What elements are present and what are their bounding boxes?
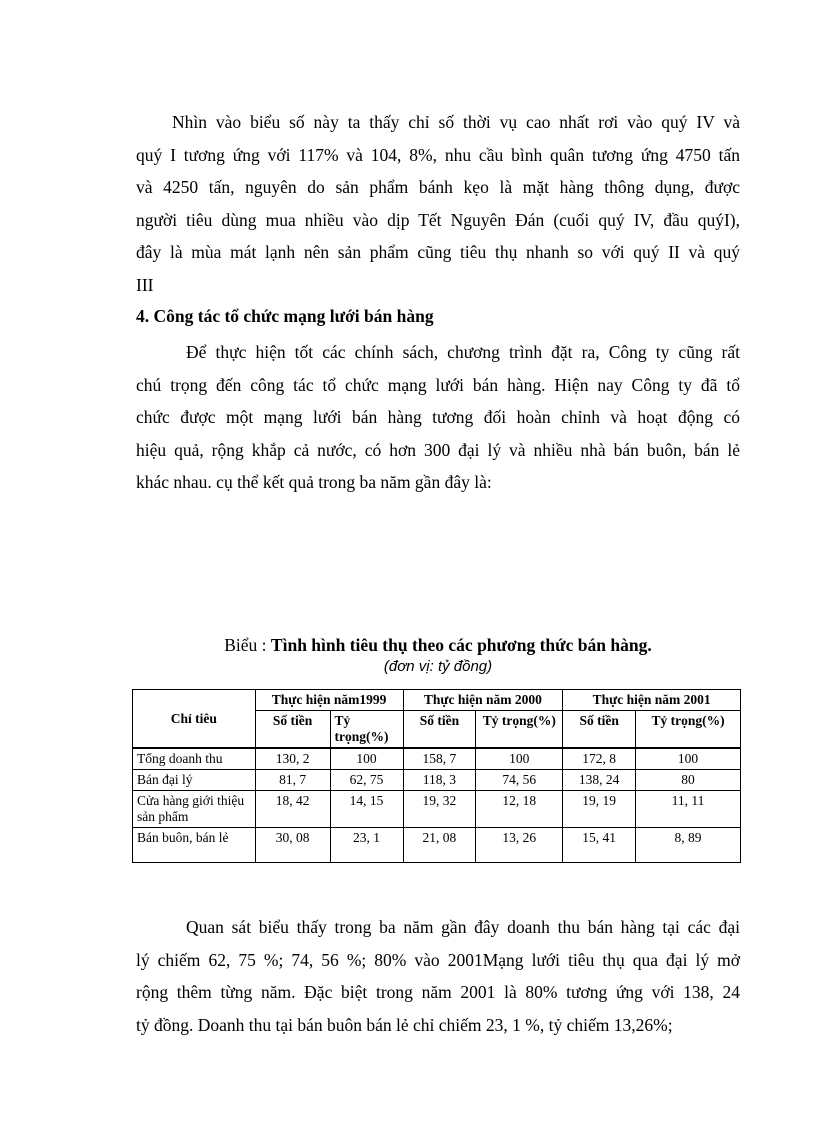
cell-value: 80: [636, 770, 741, 791]
header-year-2001: Thực hiện năm 2001: [563, 690, 741, 711]
subheader-amount: Số tiền: [403, 711, 476, 749]
cell-value: 12, 18: [476, 791, 563, 828]
cell-value: 74, 56: [476, 770, 563, 791]
text-line: hiệu quả, rộng khắp cả nước, có hơn 300 đại lý và nhiều nhà bán buôn, bán lẻ: [136, 439, 740, 460]
text-line: Nhìn vào biểu số này ta thấy chỉ số thời vụ cao nhất rơi vào quý IV và: [172, 112, 740, 132]
cell-value: 19, 32: [403, 791, 476, 828]
cell-value: 100: [636, 748, 741, 770]
cell-value: 13, 26: [476, 828, 563, 863]
text-line: III: [136, 274, 154, 295]
table-row: [133, 770, 741, 791]
text-line: khác nhau. cụ thể kết quả trong ba năm gần đây là:: [136, 472, 492, 493]
cell-value: 21, 08: [403, 828, 476, 863]
section-heading: 4. Công tác tổ chức mạng lưới bán hàng: [136, 306, 434, 326]
caption-title: Tình hình tiêu thụ theo các phương thức bán hàng.: [270, 635, 652, 655]
paragraph-seasonality: [136, 106, 740, 302]
cell-value: 118, 3: [403, 770, 476, 791]
subheader-share: Tỷ trọng(%): [330, 711, 403, 749]
cell-value: 11, 11: [636, 791, 741, 828]
cell-value: 172, 8: [563, 748, 636, 770]
cell-value: 130, 2: [255, 748, 330, 770]
cell-value: 158, 7: [403, 748, 476, 770]
cell-value: 15, 41: [563, 828, 636, 863]
subheader-amount: Số tiền: [255, 711, 330, 749]
text-line: rộng thêm từng năm. Đặc biệt trong năm 2001 là 80% tương ứng với 138, 24: [136, 982, 740, 1003]
cell-value: 81, 7: [255, 770, 330, 791]
row-label: Tổng doanh thu: [133, 748, 256, 770]
text-line: Quan sát biểu thấy trong ba năm gần đây doanh thu bán hàng tại các đại: [186, 917, 740, 937]
cell-value: 19, 19: [563, 791, 636, 828]
cell-value: 100: [476, 748, 563, 770]
cell-value: 18, 42: [255, 791, 330, 828]
caption-prefix: Biểu :: [224, 635, 271, 655]
text-line: và 4250 tấn, nguyên do sản phẩm bánh kẹo là mặt hàng thông dụng, được: [136, 177, 740, 198]
table-row: [133, 828, 741, 863]
cell-value: 100: [330, 748, 403, 770]
row-label: Bán buôn, bán lẻ: [133, 828, 256, 863]
cell-value: 14, 15: [330, 791, 403, 828]
table-caption: [136, 634, 740, 656]
text-line: chức được một mạng lưới bán hàng tương đối hoàn chỉnh và hoạt động có: [136, 407, 740, 428]
header-year-2000: Thực hiện năm 2000: [403, 690, 563, 711]
text-line: quý I tương ứng với 117% và 104, 8%, nhu cầu bình quân tương ứng 4750 tấn: [136, 144, 740, 165]
table-header-row: [133, 690, 741, 711]
header-indicator: Chỉ tiêu: [133, 690, 256, 749]
row-label: Bán đại lý: [133, 770, 256, 791]
paragraph-observation: [136, 911, 740, 1041]
table-row: [133, 748, 741, 770]
table-row: [133, 791, 741, 828]
subheader-share: Tỷ trọng(%): [636, 711, 741, 749]
cell-value: 30, 08: [255, 828, 330, 863]
paragraph-sales-network: [136, 336, 740, 499]
cell-value: 62, 75: [330, 770, 403, 791]
row-label: Cửa hàng giới thiệu sản phẩm: [133, 791, 256, 828]
cell-value: 8, 89: [636, 828, 741, 863]
cell-value: 138, 24: [563, 770, 636, 791]
subheader-share: Tỷ trọng(%): [476, 711, 563, 749]
table-unit: (đơn vị: tỷ đồng): [383, 658, 493, 675]
subheader-amount: Số tiền: [563, 711, 636, 749]
text-line: tỷ đồng. Doanh thu tại bán buôn bán lẻ chỉ chiếm 23, 1 %, tỷ chiếm 13,26%;: [136, 1014, 673, 1035]
text-line: Để thực hiện tốt các chính sách, chương trình đặt ra, Công ty cũng rất: [186, 342, 740, 362]
text-line: đây là mùa mát lạnh nên sản phẩm cũng tiêu thụ nhanh so với quý II và quý: [136, 242, 740, 263]
text-line: chú trọng đến công tác tổ chức mạng lưới bán hàng. Hiện nay Công ty đã tổ: [136, 374, 740, 395]
text-line: lý chiếm 62, 75 %; 74, 56 %; 80% vào 2001Mạng lưới tiêu thụ qua đại lý mở: [136, 949, 740, 970]
header-year-1999: Thực hiện năm1999: [255, 690, 403, 711]
cell-value: 23, 1: [330, 828, 403, 863]
text-line: người tiêu dùng mua nhiều vào dịp Tết Nguyên Đán (cuối quý IV, đầu quýI),: [136, 209, 740, 230]
sales-method-table: [132, 689, 741, 863]
